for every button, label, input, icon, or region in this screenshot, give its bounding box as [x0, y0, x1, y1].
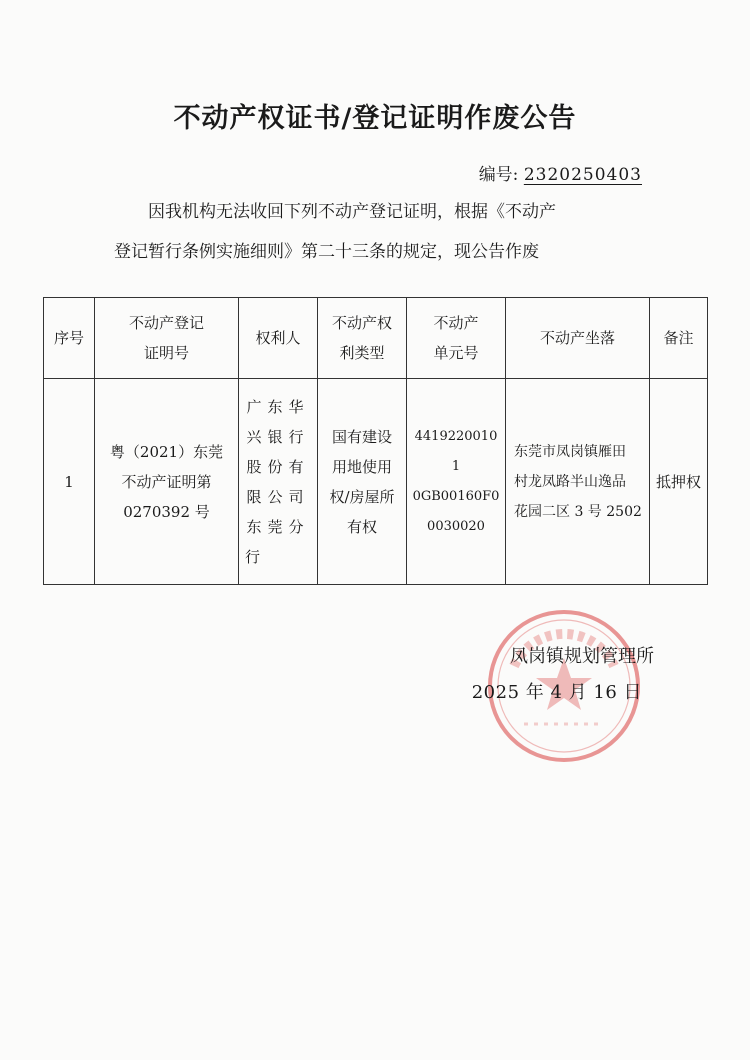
header-holder: 权利人: [239, 298, 318, 379]
cell-holder: [239, 379, 318, 585]
header-seq: 序号: [44, 298, 95, 379]
cell-location-line: 花园二区 3 号 2502: [514, 503, 642, 520]
cell-cert-line: 粤（2021）东莞: [109, 442, 224, 461]
cell-cert-line: 0270392 号: [123, 502, 210, 521]
cell-holder-line: 兴银行: [246, 427, 310, 446]
intro-line-1: 因我机构无法收回下列不动产登记证明，根据《不动产: [148, 202, 556, 222]
table-row: [44, 379, 708, 585]
document-number: [479, 160, 642, 185]
header-location: 不动产坐落: [506, 298, 650, 379]
header-unit-no: [407, 298, 506, 379]
page-title: 不动产权证书/登记证明作废公告: [173, 103, 577, 134]
document-number-value: 2320250403: [523, 165, 642, 185]
header-note: 备注: [650, 298, 708, 379]
table-header-row: [44, 298, 708, 379]
intro-line-2: 登记暂行条例实施细则》第二十三条的规定，现公告作废: [114, 242, 539, 262]
cell-holder-line: 限公司: [246, 487, 310, 506]
header-right-type: [318, 298, 407, 379]
intro-paragraph: [114, 192, 644, 272]
cell-seq: 1: [44, 379, 95, 585]
issuer-name: 凤岗镇规划管理所: [510, 646, 654, 667]
cell-location-line: 村龙凤路半山逸品: [514, 473, 626, 490]
cell-holder-line: 股份有: [246, 457, 310, 476]
header-cert-line: 不动产登记: [128, 314, 204, 332]
cell-holder-line: 行: [245, 547, 267, 566]
cell-cert-line: 不动产证明第: [121, 472, 212, 491]
records-table: [43, 297, 708, 585]
cell-unit-line: 0GB00160F0: [412, 488, 500, 504]
cell-unit-no: [407, 379, 506, 585]
cell-location-line: 东莞市凤岗镇雁田: [514, 443, 626, 460]
cell-note: 抵押权: [650, 379, 708, 585]
cell-type-line: 权/房屋所: [329, 487, 395, 506]
cell-location: [506, 379, 650, 585]
document-number-label: 编号:: [478, 165, 519, 185]
header-cert-no: [95, 298, 239, 379]
cell-type-line: 有权: [346, 517, 377, 536]
cell-cert-no: [95, 379, 239, 585]
cell-unit-line: 0030020: [427, 518, 485, 534]
cell-holder-line: 广东华: [246, 397, 310, 416]
cell-holder-line: 东莞分: [246, 517, 310, 536]
header-type-line: 利类型: [339, 344, 385, 362]
cell-type-line: 用地使用: [331, 457, 392, 476]
issue-date: 2025 年 4 月 16 日: [471, 682, 642, 703]
header-unit-line: 不动产: [433, 314, 479, 332]
cell-type-line: 国有建设: [331, 427, 392, 446]
cell-right-type: [318, 379, 407, 585]
header-cert-line: 证明号: [143, 344, 189, 362]
header-unit-line: 单元号: [433, 344, 479, 362]
header-type-line: 不动产权: [331, 314, 392, 332]
cell-unit-line: 44192200101: [414, 428, 498, 474]
